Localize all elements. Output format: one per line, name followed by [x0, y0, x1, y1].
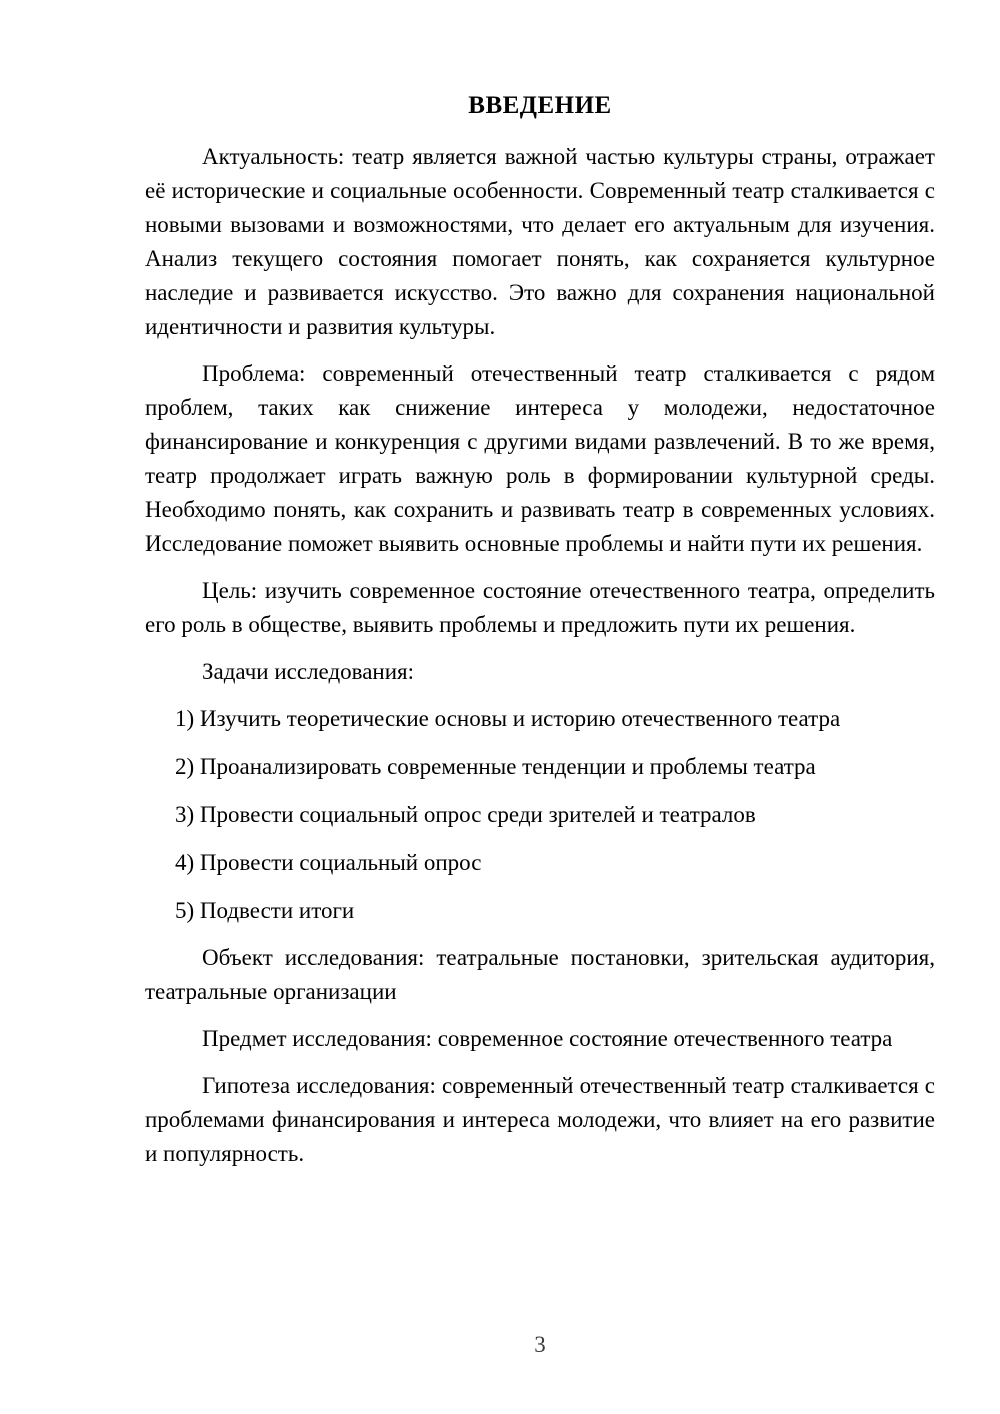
task-item-4: 4) Провести социальный опрос [175, 850, 482, 875]
task-item-3: 3) Провести социальный опрос среди зрителей и театралов [175, 802, 756, 827]
paragraph-relevance: Актуальность: театр является важной частью культуры страны, отражает её исторические и социальные особенности. Современный театр сталкивается с новыми вызовами и возможностями, что делает его актуальным для изучения. Анализ текущего состояния помогает понять, как сохраняется культурное наследие и развивается искусство. Это важно для сохранения национальной идентичности и развития культуры. [145, 144, 935, 339]
page-title: ВВЕДЕНИЕ [468, 92, 612, 119]
paragraph-object: Объект исследования: театральные постановки, зрительская аудитория, театральные организации [145, 945, 935, 1004]
tasks-heading: Задачи исследования: [202, 659, 415, 684]
paragraph-goal: Цель: изучить современное состояние отечественного театра, определить его роль в обществе, выявить проблемы и предложить пути их решения. [145, 578, 935, 637]
task-item-2: 2) Проанализировать современные тенденции и проблемы театра [175, 754, 816, 779]
task-list [145, 702, 935, 928]
paragraph-subject: Предмет исследования: современное состояние отечественного театра [202, 1026, 893, 1051]
page-number: 3 [534, 1332, 546, 1357]
paragraph-hypothesis: Гипотеза исследования: современный отечественный театр сталкивается с проблемами финансирования и интереса молодежи, что влияет на его развитие и популярность. [145, 1073, 935, 1166]
paragraph-problem: Проблема: современный отечественный театр сталкивается с рядом проблем, таких как снижение интереса у молодежи, недостаточное финансирование и конкуренция с другими видами развлечений. В то же время, театр продолжает играть важную роль в формировании культурной среды. Необходимо понять, как сохранить и развивать театр в современных условиях. Исследование поможет выявить основные проблемы и найти пути их решения. [145, 361, 935, 556]
task-item-1: 1) Изучить теоретические основы и историю отечественного театра [175, 706, 841, 731]
task-item-5: 5) Подвести итоги [175, 898, 355, 923]
document-body [145, 90, 935, 1184]
